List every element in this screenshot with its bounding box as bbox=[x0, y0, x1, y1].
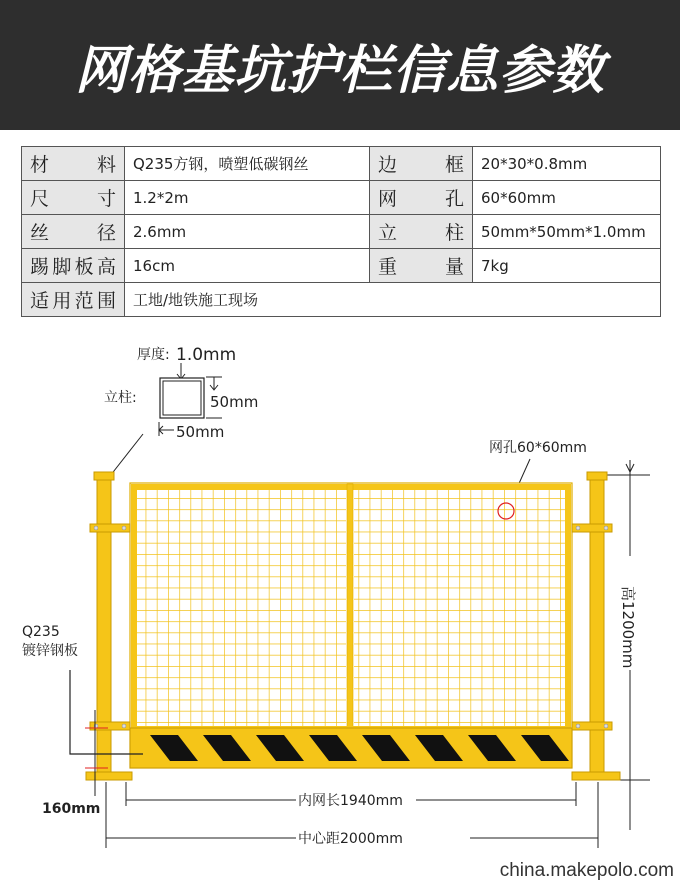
post-height-dim: 50mm bbox=[210, 393, 259, 411]
spec-label: 适用范围 bbox=[22, 283, 125, 317]
right-post bbox=[572, 472, 620, 780]
spec-value: 50mm*50mm*1.0mm bbox=[473, 215, 661, 249]
post-section-inner bbox=[163, 381, 201, 415]
spec-value: 1.2*2m bbox=[125, 181, 370, 215]
page-title: 网格基坑护栏信息参数 bbox=[74, 40, 605, 101]
spec-label: 网孔 bbox=[370, 181, 473, 215]
inner-length-dim: 内网长1940mm bbox=[298, 793, 403, 809]
left-post bbox=[86, 472, 132, 780]
spec-value: 2.6mm bbox=[125, 215, 370, 249]
table-row bbox=[22, 249, 661, 283]
spec-label: 尺寸 bbox=[22, 181, 125, 215]
kickboard-height-dim: 160mm bbox=[42, 801, 101, 817]
spec-value: 16cm bbox=[125, 249, 370, 283]
spec-value: 60*60mm bbox=[473, 181, 661, 215]
kickboard-name: 镀锌钢板 bbox=[22, 643, 78, 659]
table-row bbox=[22, 181, 661, 215]
spec-value: Q235方钢，喷塑低碳钢丝 bbox=[125, 147, 370, 181]
dim-arrow bbox=[159, 426, 174, 434]
spec-label: 重量 bbox=[370, 249, 473, 283]
kickboard-material: Q235 bbox=[22, 624, 60, 640]
spec-value: 20*30*0.8mm bbox=[473, 147, 661, 181]
fence-diagram bbox=[0, 330, 680, 854]
leader-line bbox=[110, 434, 143, 476]
post-label: 立柱: bbox=[104, 390, 137, 406]
dim-arrow bbox=[210, 377, 218, 390]
spec-label: 边框 bbox=[370, 147, 473, 181]
mesh-label: 网孔60*60mm bbox=[489, 440, 587, 456]
spec-table bbox=[21, 146, 661, 317]
thickness-label: 厚度: bbox=[137, 347, 170, 363]
spec-label: 立柱 bbox=[370, 215, 473, 249]
spec-label: 踢脚板高 bbox=[22, 249, 125, 283]
thickness-arrow bbox=[177, 363, 185, 379]
table-row bbox=[22, 283, 661, 317]
spec-label: 材料 bbox=[22, 147, 125, 181]
spec-label: 丝径 bbox=[22, 215, 125, 249]
fence-panel bbox=[130, 483, 572, 768]
spec-value: 工地/地铁施工现场 bbox=[125, 283, 661, 317]
table-row bbox=[22, 147, 661, 181]
post-width-dim: 50mm bbox=[176, 423, 225, 441]
center-distance-dim: 中心距2000mm bbox=[298, 831, 403, 847]
table-row bbox=[22, 215, 661, 249]
spec-value: 7kg bbox=[473, 249, 661, 283]
title-banner bbox=[0, 0, 680, 130]
kickboard bbox=[130, 728, 572, 768]
watermark: china.makepolo.com bbox=[499, 860, 674, 881]
height-dim: 高1200mm bbox=[619, 586, 637, 669]
thickness-value: 1.0mm bbox=[176, 345, 237, 365]
